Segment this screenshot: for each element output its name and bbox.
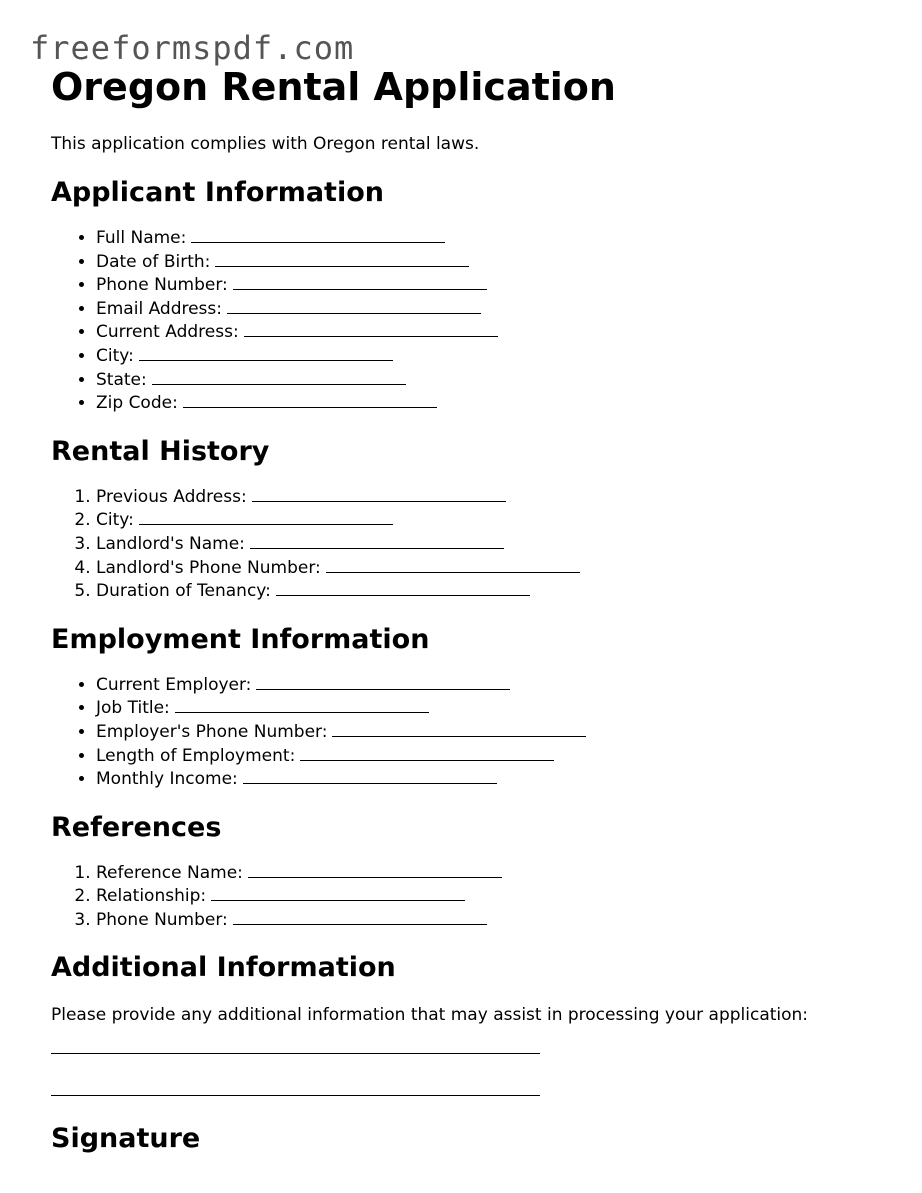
field-label: Email Address:	[96, 298, 222, 319]
field-monthly-income	[96, 767, 911, 791]
field-label: State:	[96, 369, 147, 390]
fill-blank[interactable]	[191, 226, 445, 243]
fill-blank[interactable]	[211, 884, 465, 901]
form-page	[51, 64, 911, 1156]
field-label: City:	[96, 345, 134, 366]
employment-section	[51, 623, 911, 791]
field-label: Relationship:	[96, 886, 207, 907]
field-date-of-birth	[96, 250, 911, 274]
references-fields	[51, 861, 911, 932]
field-city	[96, 344, 911, 368]
additional-line-1[interactable]	[51, 1053, 540, 1054]
fill-blank[interactable]	[233, 908, 487, 925]
signature-heading: Signature	[51, 1123, 201, 1155]
fill-blank[interactable]	[244, 320, 498, 337]
watermark: freeformspdf.com	[30, 29, 355, 67]
additional-section	[51, 951, 911, 1096]
field-label: Length of Employment:	[96, 745, 296, 766]
field-label: Full Name:	[96, 228, 187, 248]
field-label: Job Title:	[96, 698, 170, 719]
field-label: Reference Name:	[96, 862, 243, 883]
fill-blank[interactable]	[252, 485, 506, 502]
fill-blank[interactable]	[215, 250, 469, 267]
fill-blank[interactable]	[233, 273, 487, 290]
field-label: City:	[96, 510, 134, 531]
field-current-address	[96, 320, 911, 344]
references-section	[51, 811, 911, 932]
fill-blank[interactable]	[139, 508, 393, 525]
fill-blank[interactable]	[227, 297, 481, 314]
rental-history-fields	[51, 485, 911, 603]
additional-line-2[interactable]	[51, 1095, 540, 1096]
applicant-section	[51, 176, 911, 415]
field-reference-name	[96, 861, 911, 885]
field-previous-address	[96, 485, 911, 509]
fill-blank[interactable]	[332, 720, 586, 737]
field-label: Current Address:	[96, 322, 239, 343]
applicant-fields	[51, 226, 911, 415]
field-zip-code	[96, 391, 911, 415]
field-employment-length	[96, 744, 911, 768]
fill-blank[interactable]	[139, 344, 393, 361]
field-state	[96, 368, 911, 392]
fill-blank[interactable]	[256, 673, 510, 690]
applicant-heading: Applicant Information	[51, 177, 384, 208]
fill-blank[interactable]	[152, 368, 406, 385]
rental-history-section	[51, 435, 911, 603]
field-relationship	[96, 884, 911, 908]
field-label: Duration of Tenancy:	[96, 581, 271, 602]
fill-blank[interactable]	[250, 532, 504, 549]
field-label: Employer's Phone Number:	[96, 721, 328, 742]
field-label: Zip Code:	[96, 393, 178, 414]
fill-blank[interactable]	[276, 579, 530, 596]
field-landlord-phone	[96, 556, 911, 580]
field-label: Landlord's Name:	[96, 533, 245, 554]
fill-blank[interactable]	[243, 767, 497, 784]
field-label: Date of Birth:	[96, 251, 211, 272]
field-current-employer	[96, 673, 911, 697]
field-previous-city	[96, 508, 911, 532]
field-phone-number	[96, 273, 911, 297]
employment-fields	[51, 673, 911, 791]
field-employer-phone	[96, 720, 911, 744]
field-full-name	[96, 226, 911, 250]
additional-instructions: Please provide any additional information that may assist in processing your application:	[51, 1005, 809, 1026]
field-label: Monthly Income:	[96, 769, 238, 790]
field-label: Phone Number:	[96, 909, 228, 930]
fill-blank[interactable]	[326, 556, 580, 573]
field-landlord-name	[96, 532, 911, 556]
rental-history-heading: Rental History	[51, 435, 270, 467]
field-job-title	[96, 696, 911, 720]
field-label: Previous Address:	[96, 486, 247, 507]
employment-heading: Employment Information	[51, 623, 430, 655]
signature-section	[51, 1122, 911, 1156]
references-heading: References	[51, 811, 222, 843]
field-label: Current Employer:	[96, 674, 252, 695]
field-tenancy-duration	[96, 579, 911, 603]
intro-text: This application complies with Oregon rental laws.	[51, 134, 480, 154]
fill-blank[interactable]	[248, 861, 502, 878]
fill-blank[interactable]	[175, 696, 429, 713]
field-reference-phone	[96, 908, 911, 932]
fill-blank[interactable]	[183, 391, 437, 408]
fill-blank[interactable]	[300, 744, 554, 761]
additional-heading: Additional Information	[51, 952, 396, 984]
page-title: Oregon Rental Application	[51, 65, 616, 109]
field-email-address	[96, 297, 911, 321]
field-label: Landlord's Phone Number:	[96, 557, 321, 578]
field-label: Phone Number:	[96, 275, 228, 296]
